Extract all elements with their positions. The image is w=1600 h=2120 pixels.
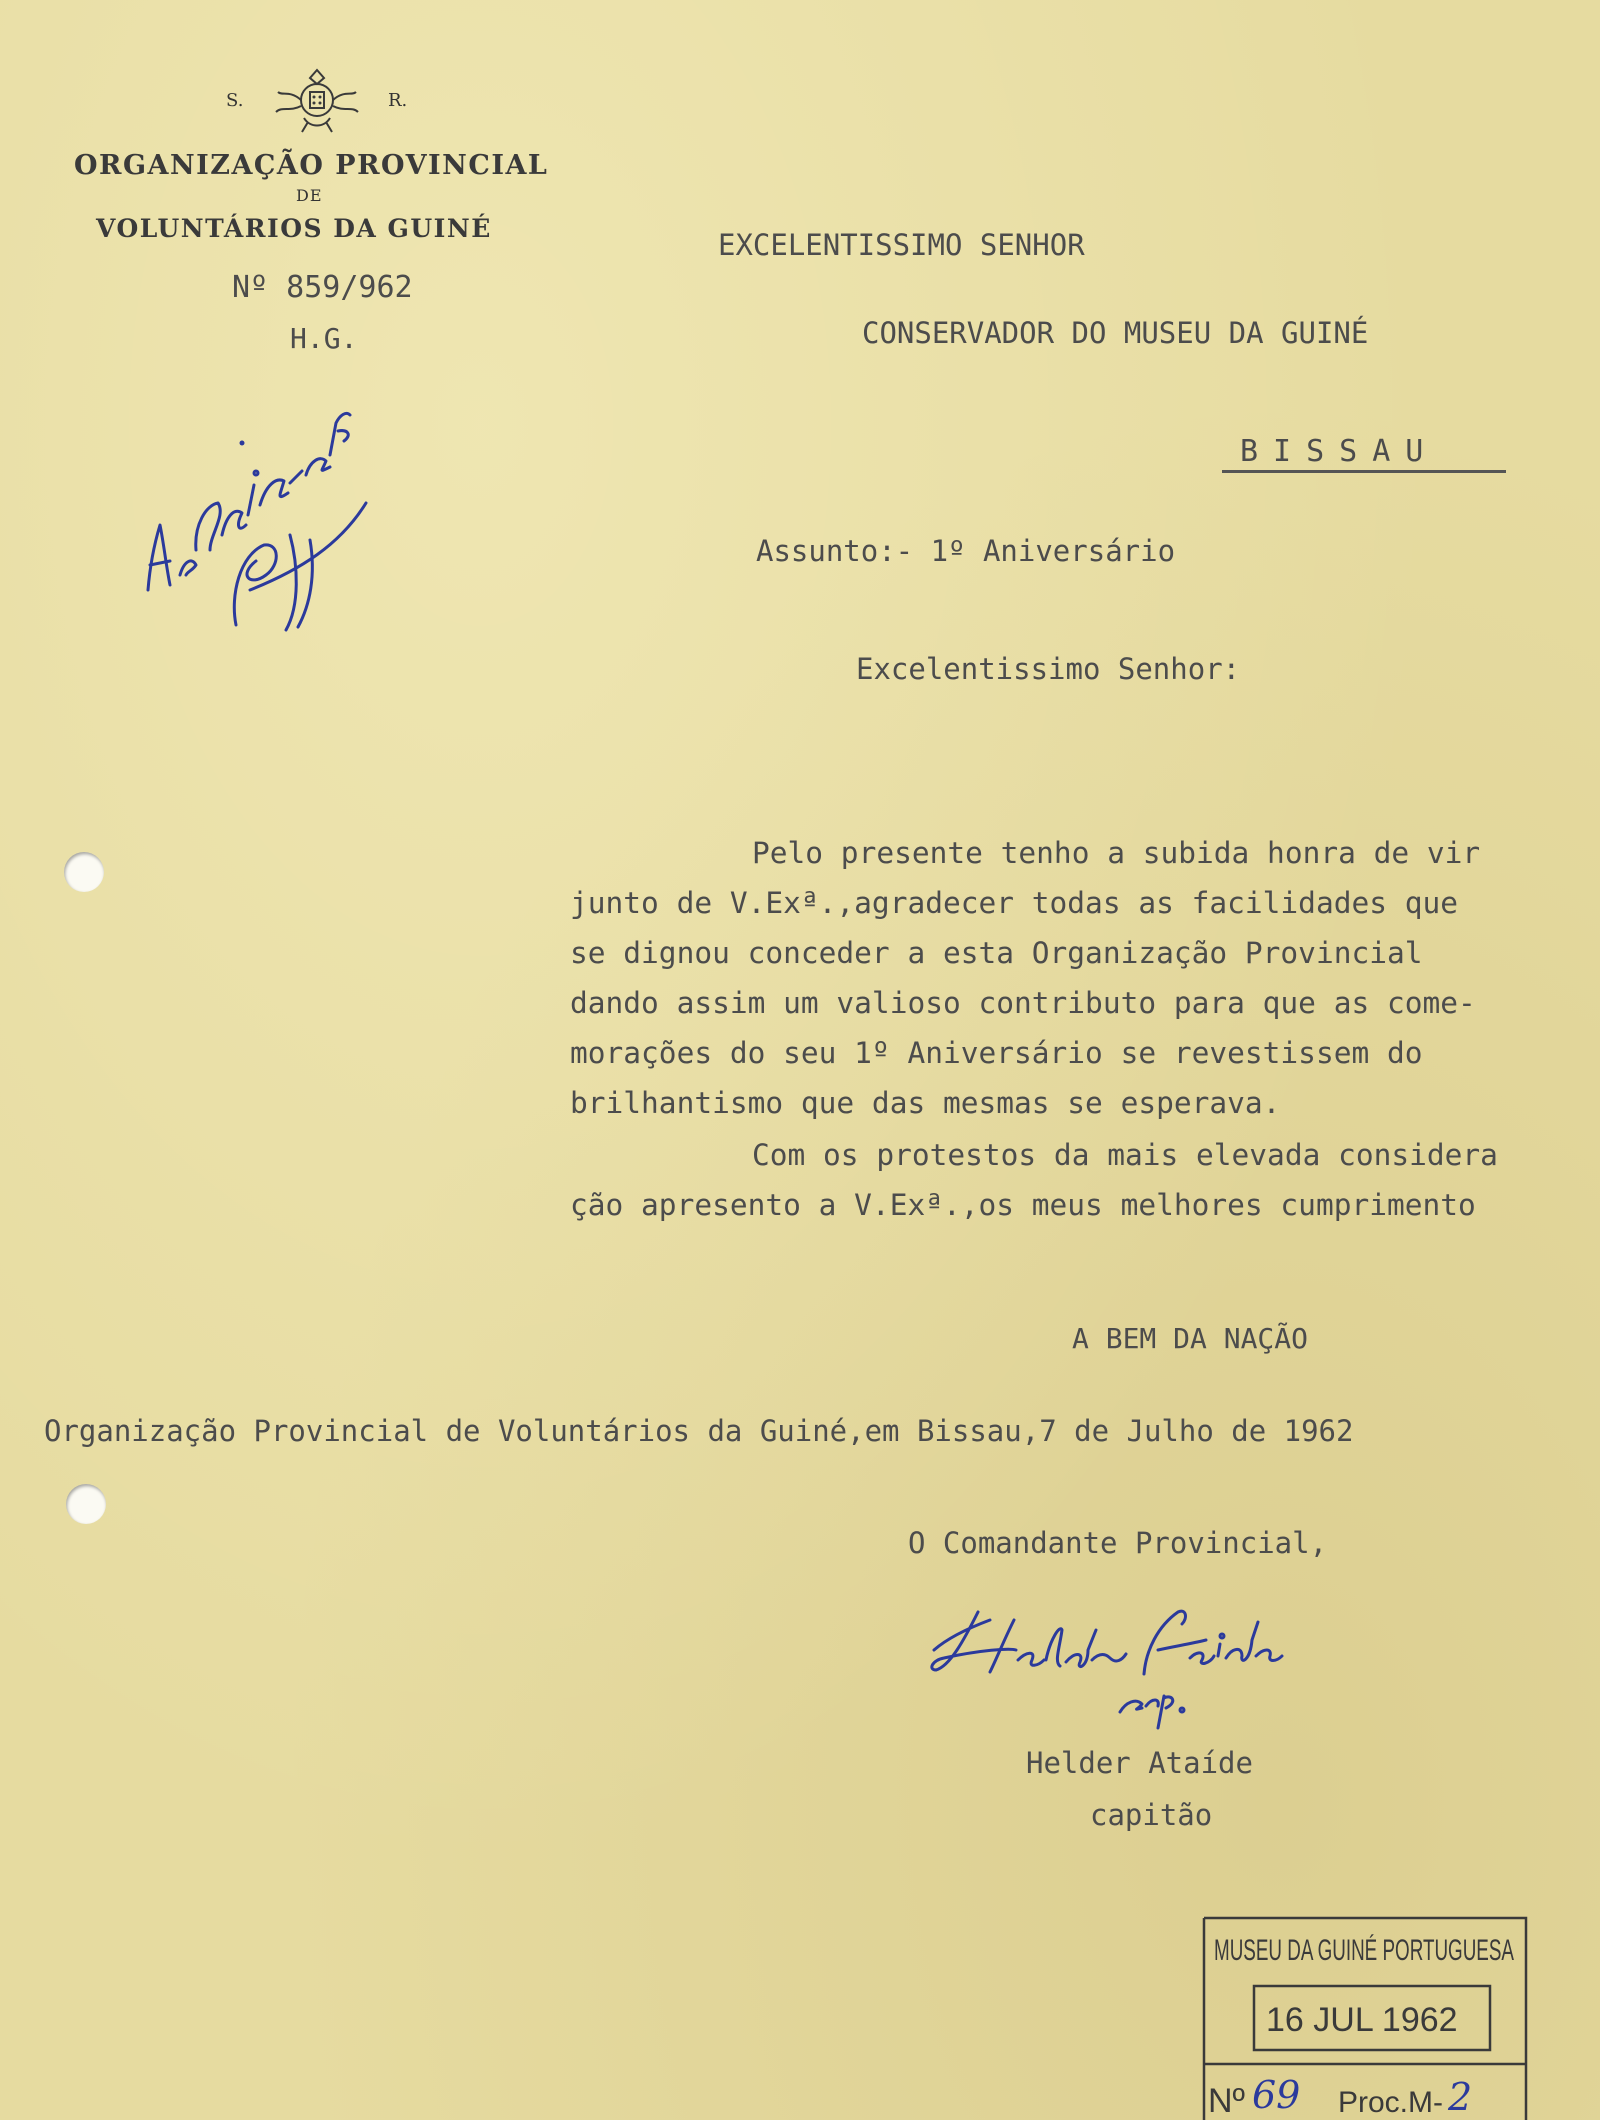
stamp-number-value: 69 [1252, 2073, 1301, 2117]
reference-number: Nº 859/962 [232, 270, 413, 305]
stamp-museum-name: MUSEU DA GUINÉ PORTUGUESA [1214, 1934, 1514, 1967]
letterhead-org-line2: DE [296, 186, 323, 205]
body-line: Com os protestos da mais elevada considera [752, 1138, 1498, 1172]
closing-formula: A BEM DA NAÇÃO [1072, 1322, 1309, 1355]
museum-receipt-stamp [1200, 1914, 1530, 2120]
addressee-line2: CONSERVADOR DO MUSEU DA GUINÉ [862, 316, 1369, 350]
body-line: brilhantismo que das mesmas se esperava. [570, 1086, 1281, 1120]
stamp-proc-label: Proc.M- [1338, 2086, 1443, 2119]
place-and-date: Organização Provincial de Voluntários da Guiné,em Bissau,7 de Julho de 1962 [44, 1414, 1354, 1448]
stamp-number-label: Nº [1208, 2082, 1245, 2120]
body-line: Pelo presente tenho a subida honra de vir [752, 836, 1481, 870]
body-line: dando assim um valioso contributo para que as come- [570, 986, 1476, 1020]
salutation: Excelentissimo Senhor: [856, 652, 1241, 686]
letterhead-org-line3: VOLUNTÁRIOS DA GUINÉ [96, 214, 492, 243]
body-line: se dignou conceder a esta Organização Provincial [570, 936, 1423, 970]
addressee-city-underline [1222, 470, 1506, 473]
signatory-name: Helder Ataíde [1026, 1746, 1253, 1780]
signatory-rank: capitão [1090, 1798, 1213, 1832]
stamp-date: 16 JUL 1962 [1266, 2001, 1458, 2039]
letterhead-org-line1: ORGANIZAÇÃO PROVINCIAL [74, 150, 549, 181]
punch-hole-upper [64, 852, 104, 892]
body-line: ção apresento a V.Exª.,os meus melhores cumprimento [570, 1188, 1476, 1222]
letterhead-right-initial: R. [388, 90, 408, 111]
coat-of-arms-crest [272, 62, 362, 137]
subject-line: Assunto:- 1º Aniversário [756, 534, 1176, 568]
handwritten-signature [920, 1590, 1360, 1730]
handwritten-marginal-note [130, 375, 390, 645]
stamp-proc-value: 2 [1448, 2075, 1473, 2119]
signatory-role: O Comandante Provincial, [908, 1526, 1328, 1560]
addressee-city: BISSAU [1240, 434, 1439, 469]
body-line: junto de V.Exª.,agradecer todas as facilidades que [570, 886, 1459, 920]
body-line: morações do seu 1º Aniversário se revestissem do [570, 1036, 1423, 1070]
punch-hole-lower [66, 1484, 106, 1524]
addressee-line1: EXCELENTISSIMO SENHOR [718, 228, 1085, 262]
reference-code: H.G. [290, 322, 358, 355]
letterhead-left-initial: S. [226, 90, 244, 111]
